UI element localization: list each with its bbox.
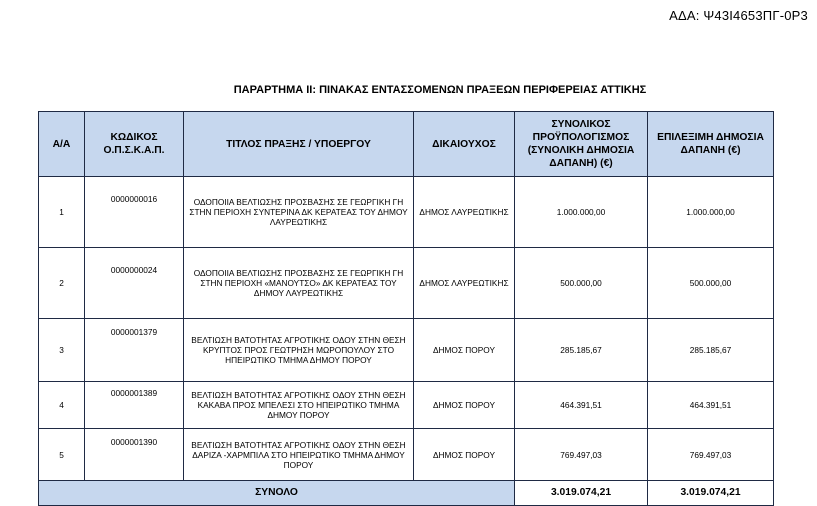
- cell-beneficiary: ΔΗΜΟΣ ΠΟΡΟΥ: [414, 382, 515, 429]
- header-title: ΤΙΤΛΟΣ ΠΡΑΞΗΣ / ΥΠΟΕΡΓΟΥ: [184, 112, 414, 177]
- cell-beneficiary: ΔΗΜΟΣ ΠΟΡΟΥ: [414, 319, 515, 382]
- cell-aa: 2: [39, 248, 85, 319]
- cell-eligible: 1.000.000,00: [648, 177, 774, 248]
- table-total-row: [39, 481, 774, 506]
- header-eligible-expenditure: ΕΠΙΛΕΞΙΜΗ ΔΗΜΟΣΙΑ ΔΑΠΑΝΗ (€): [648, 112, 774, 177]
- header-code: ΚΩΔΙΚΟΣ Ο.Π.Σ.Κ.Α.Π.: [85, 112, 184, 177]
- table-row: [39, 382, 774, 429]
- cell-beneficiary: ΔΗΜΟΣ ΛΑΥΡΕΩΤΙΚΗΣ: [414, 177, 515, 248]
- cell-aa: 3: [39, 319, 85, 382]
- table-row: [39, 429, 774, 481]
- cell-code: 0000000024: [85, 248, 184, 319]
- table-row: [39, 248, 774, 319]
- ada-identifier: ΑΔΑ: Ψ43Ι4653ΠΓ-0Ρ3: [669, 8, 808, 23]
- cell-aa: 5: [39, 429, 85, 481]
- cell-code: 0000000016: [85, 177, 184, 248]
- cell-beneficiary: ΔΗΜΟΣ ΠΟΡΟΥ: [414, 429, 515, 481]
- cell-budget: 285.185,67: [515, 319, 648, 382]
- cell-aa: 4: [39, 382, 85, 429]
- cell-title: ΟΔΟΠΟΙΙΑ ΒΕΛΤΙΩΣΗΣ ΠΡΟΣΒΑΣΗΣ ΣΕ ΓΕΩΡΓΙΚΗ ΓΗ ΣΤΗΝ ΠΕΡΙΟΧΗ «ΜΑΝΟΥΤΣΟ» ΔΚ ΚΕΡΑΤΕΑΣ ΤΟΥ ΔΗΜΟΥ ΛΑΥΡΕΩΤΙΚΗΣ: [184, 248, 414, 319]
- header-total-budget: ΣΥΝΟΛΙΚΟΣ ΠΡΟΫΠΟΛΟΓΙΣΜΟΣ (ΣΥΝΟΛΙΚΗ ΔΗΜΟΣΙΑ ΔΑΠΑΝΗ) (€): [515, 112, 648, 177]
- cell-aa: 1: [39, 177, 85, 248]
- cell-eligible: 500.000,00: [648, 248, 774, 319]
- total-label: ΣΥΝΟΛΟ: [39, 481, 515, 506]
- header-beneficiary: ΔΙΚΑΙΟΥΧΟΣ: [414, 112, 515, 177]
- cell-code: 0000001379: [85, 319, 184, 382]
- cell-beneficiary: ΔΗΜΟΣ ΛΑΥΡΕΩΤΙΚΗΣ: [414, 248, 515, 319]
- cell-eligible: 464.391,51: [648, 382, 774, 429]
- cell-title: ΒΕΛΤΙΩΣΗ ΒΑΤΟΤΗΤΑΣ ΑΓΡΟΤΙΚΗΣ ΟΔΟΥ ΣΤΗΝ ΘΕΣΗ ΚΡΥΠΤΟΣ ΠΡΟΣ ΓΕΩΤΡΗΣΗ ΜΩΡΟΠΟΥΛΟΥ ΣΤΟ ΗΠΕΙΡΩΤΙΚΟ ΤΜΗΜΑ ΔΗΜΟΥ ΠΟΡΟΥ: [184, 319, 414, 382]
- cell-budget: 769.497,03: [515, 429, 648, 481]
- projects-table: [38, 111, 774, 506]
- cell-title: ΒΕΛΤΙΩΣΗ ΒΑΤΟΤΗΤΑΣ ΑΓΡΟΤΙΚΗΣ ΟΔΟΥ ΣΤΗΝ ΘΕΣΗ ΔΑΡΙΖΑ -ΧΑΡΜΠΙΛΑ ΣΤΟ ΗΠΕΙΡΩΤΙΚΟ ΤΜΗΜΑ ΔΗΜΟΥ ΠΟΡΟΥ: [184, 429, 414, 481]
- cell-budget: 464.391,51: [515, 382, 648, 429]
- total-eligible: 3.019.074,21: [648, 481, 774, 506]
- table-row: [39, 177, 774, 248]
- cell-title: ΟΔΟΠΟΙΙΑ ΒΕΛΤΙΩΣΗΣ ΠΡΟΣΒΑΣΗΣ ΣΕ ΓΕΩΡΓΙΚΗ ΓΗ ΣΤΗΝ ΠΕΡΙΟΧΗ ΣΥΝΤΕΡΙΝΑ ΔΚ ΚΕΡΑΤΕΑΣ ΤΟΥ ΔΗΜΟΥ ΛΑΥΡΕΩΤΙΚΗΣ: [184, 177, 414, 248]
- cell-title: ΒΕΛΤΙΩΣΗ ΒΑΤΟΤΗΤΑΣ ΑΓΡΟΤΙΚΗΣ ΟΔΟΥ ΣΤΗΝ ΘΕΣΗ ΚΑΚΑΒΑ ΠΡΟΣ ΜΠΕΛΕΣΙ ΣΤΟ ΗΠΕΙΡΩΤΙΚΟ ΤΜΗΜΑ ΔΗΜΟΥ ΠΟΡΟΥ: [184, 382, 414, 429]
- document-title: ΠΑΡΑΡΤΗΜΑ II: ΠΙΝΑΚΑΣ ΕΝΤΑΣΣΟΜΕΝΩΝ ΠΡΑΞΕΩΝ ΠΕΡΙΦΕΡΕΙΑΣ ΑΤΤΙΚΗΣ: [233, 84, 647, 96]
- cell-eligible: 285.185,67: [648, 319, 774, 382]
- cell-eligible: 769.497,03: [648, 429, 774, 481]
- table-row: [39, 319, 774, 382]
- table-header-row: [39, 112, 774, 177]
- cell-code: 0000001390: [85, 429, 184, 481]
- cell-budget: 1.000.000,00: [515, 177, 648, 248]
- cell-code: 0000001389: [85, 382, 184, 429]
- cell-budget: 500.000,00: [515, 248, 648, 319]
- total-budget: 3.019.074,21: [515, 481, 648, 506]
- header-aa: Α/Α: [39, 112, 85, 177]
